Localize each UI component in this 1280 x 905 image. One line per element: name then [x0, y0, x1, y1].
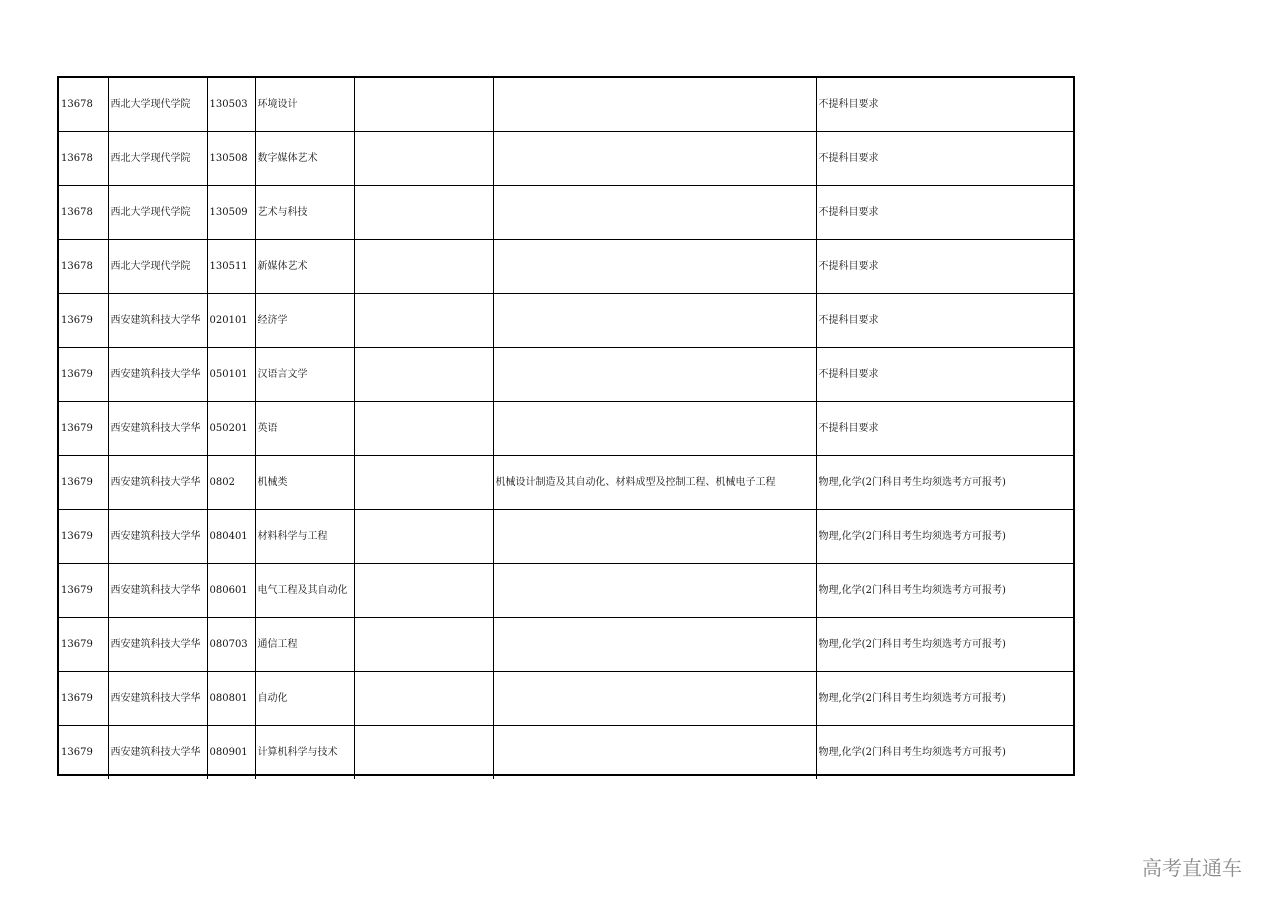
empty-cell	[354, 672, 493, 726]
empty-cell	[354, 402, 493, 456]
data-table-frame	[57, 76, 1075, 776]
table-row	[59, 186, 1075, 240]
major-name-cell: 材料科学与工程	[255, 510, 354, 564]
school-name-cell: 西北大学现代学院	[108, 186, 207, 240]
school-code-cell: 13679	[59, 510, 108, 564]
table-row	[59, 240, 1075, 294]
included-majors-cell	[493, 618, 816, 672]
major-code-cell: 050201	[207, 402, 255, 456]
included-majors-cell	[493, 726, 816, 780]
school-code-cell: 13679	[59, 618, 108, 672]
major-code-cell: 130503	[207, 78, 255, 132]
empty-cell	[354, 132, 493, 186]
empty-cell	[354, 78, 493, 132]
subject-requirement-cell: 不提科目要求	[816, 132, 1075, 186]
table-row	[59, 402, 1075, 456]
included-majors-cell	[493, 294, 816, 348]
major-code-cell: 130511	[207, 240, 255, 294]
major-code-cell: 080401	[207, 510, 255, 564]
subject-requirement-cell: 不提科目要求	[816, 186, 1075, 240]
table-row	[59, 510, 1075, 564]
subject-requirement-cell: 不提科目要求	[816, 240, 1075, 294]
school-name-cell: 西安建筑科技大学华	[108, 294, 207, 348]
empty-cell	[354, 240, 493, 294]
major-code-cell: 130508	[207, 132, 255, 186]
included-majors-cell	[493, 402, 816, 456]
table-row	[59, 672, 1075, 726]
school-code-cell: 13679	[59, 726, 108, 780]
major-name-cell: 数字媒体艺术	[255, 132, 354, 186]
school-name-cell: 西北大学现代学院	[108, 240, 207, 294]
major-code-cell: 080901	[207, 726, 255, 780]
major-code-cell: 130509	[207, 186, 255, 240]
included-majors-cell	[493, 510, 816, 564]
major-name-cell: 计算机科学与技术	[255, 726, 354, 780]
empty-cell	[354, 726, 493, 780]
school-name-cell: 西安建筑科技大学华	[108, 726, 207, 780]
school-code-cell: 13679	[59, 456, 108, 510]
subject-requirement-cell: 物理,化学(2门科目考生均须选考方可报考)	[816, 618, 1075, 672]
school-code-cell: 13679	[59, 402, 108, 456]
subject-requirement-cell: 物理,化学(2门科目考生均须选考方可报考)	[816, 456, 1075, 510]
major-code-cell: 0802	[207, 456, 255, 510]
table-row	[59, 618, 1075, 672]
major-name-cell: 环境设计	[255, 78, 354, 132]
major-name-cell: 经济学	[255, 294, 354, 348]
included-majors-cell	[493, 240, 816, 294]
school-code-cell: 13678	[59, 186, 108, 240]
major-code-cell: 080801	[207, 672, 255, 726]
major-code-cell: 080703	[207, 618, 255, 672]
included-majors-cell	[493, 132, 816, 186]
school-name-cell: 西安建筑科技大学华	[108, 402, 207, 456]
watermark-logo-text: 高考直通车	[1142, 856, 1242, 880]
included-majors-cell	[493, 672, 816, 726]
major-name-cell: 通信工程	[255, 618, 354, 672]
table-row	[59, 564, 1075, 618]
subject-requirement-cell: 不提科目要求	[816, 348, 1075, 402]
empty-cell	[354, 456, 493, 510]
school-name-cell: 西安建筑科技大学华	[108, 564, 207, 618]
table-row	[59, 726, 1075, 780]
school-code-cell: 13678	[59, 132, 108, 186]
included-majors-cell	[493, 564, 816, 618]
school-name-cell: 西安建筑科技大学华	[108, 456, 207, 510]
subject-requirement-cell: 物理,化学(2门科目考生均须选考方可报考)	[816, 672, 1075, 726]
table-row	[59, 78, 1075, 132]
major-name-cell: 英语	[255, 402, 354, 456]
major-code-cell: 050101	[207, 348, 255, 402]
empty-cell	[354, 348, 493, 402]
school-name-cell: 西北大学现代学院	[108, 78, 207, 132]
school-code-cell: 13679	[59, 348, 108, 402]
major-name-cell: 新媒体艺术	[255, 240, 354, 294]
data-table	[59, 78, 1075, 779]
school-code-cell: 13679	[59, 294, 108, 348]
school-code-cell: 13678	[59, 78, 108, 132]
included-majors-cell	[493, 348, 816, 402]
empty-cell	[354, 186, 493, 240]
major-name-cell: 汉语言文学	[255, 348, 354, 402]
subject-requirement-cell: 不提科目要求	[816, 78, 1075, 132]
school-name-cell: 西北大学现代学院	[108, 132, 207, 186]
subject-requirement-cell: 物理,化学(2门科目考生均须选考方可报考)	[816, 510, 1075, 564]
major-code-cell: 020101	[207, 294, 255, 348]
table-row	[59, 294, 1075, 348]
major-name-cell: 电气工程及其自动化	[255, 564, 354, 618]
school-code-cell: 13679	[59, 672, 108, 726]
included-majors-cell	[493, 186, 816, 240]
school-code-cell: 13679	[59, 564, 108, 618]
empty-cell	[354, 618, 493, 672]
school-name-cell: 西安建筑科技大学华	[108, 510, 207, 564]
table-row	[59, 348, 1075, 402]
school-code-cell: 13678	[59, 240, 108, 294]
empty-cell	[354, 294, 493, 348]
major-code-cell: 080601	[207, 564, 255, 618]
school-name-cell: 西安建筑科技大学华	[108, 672, 207, 726]
school-name-cell: 西安建筑科技大学华	[108, 618, 207, 672]
empty-cell	[354, 510, 493, 564]
school-name-cell: 西安建筑科技大学华	[108, 348, 207, 402]
included-majors-cell: 机械设计制造及其自动化、材料成型及控制工程、机械电子工程	[493, 456, 816, 510]
major-name-cell: 艺术与科技	[255, 186, 354, 240]
major-name-cell: 机械类	[255, 456, 354, 510]
empty-cell	[354, 564, 493, 618]
subject-requirement-cell: 物理,化学(2门科目考生均须选考方可报考)	[816, 726, 1075, 780]
table-row	[59, 132, 1075, 186]
subject-requirement-cell: 不提科目要求	[816, 294, 1075, 348]
included-majors-cell	[493, 78, 816, 132]
subject-requirement-cell: 物理,化学(2门科目考生均须选考方可报考)	[816, 564, 1075, 618]
major-name-cell: 自动化	[255, 672, 354, 726]
subject-requirement-cell: 不提科目要求	[816, 402, 1075, 456]
table-row	[59, 456, 1075, 510]
table-body	[59, 78, 1075, 779]
